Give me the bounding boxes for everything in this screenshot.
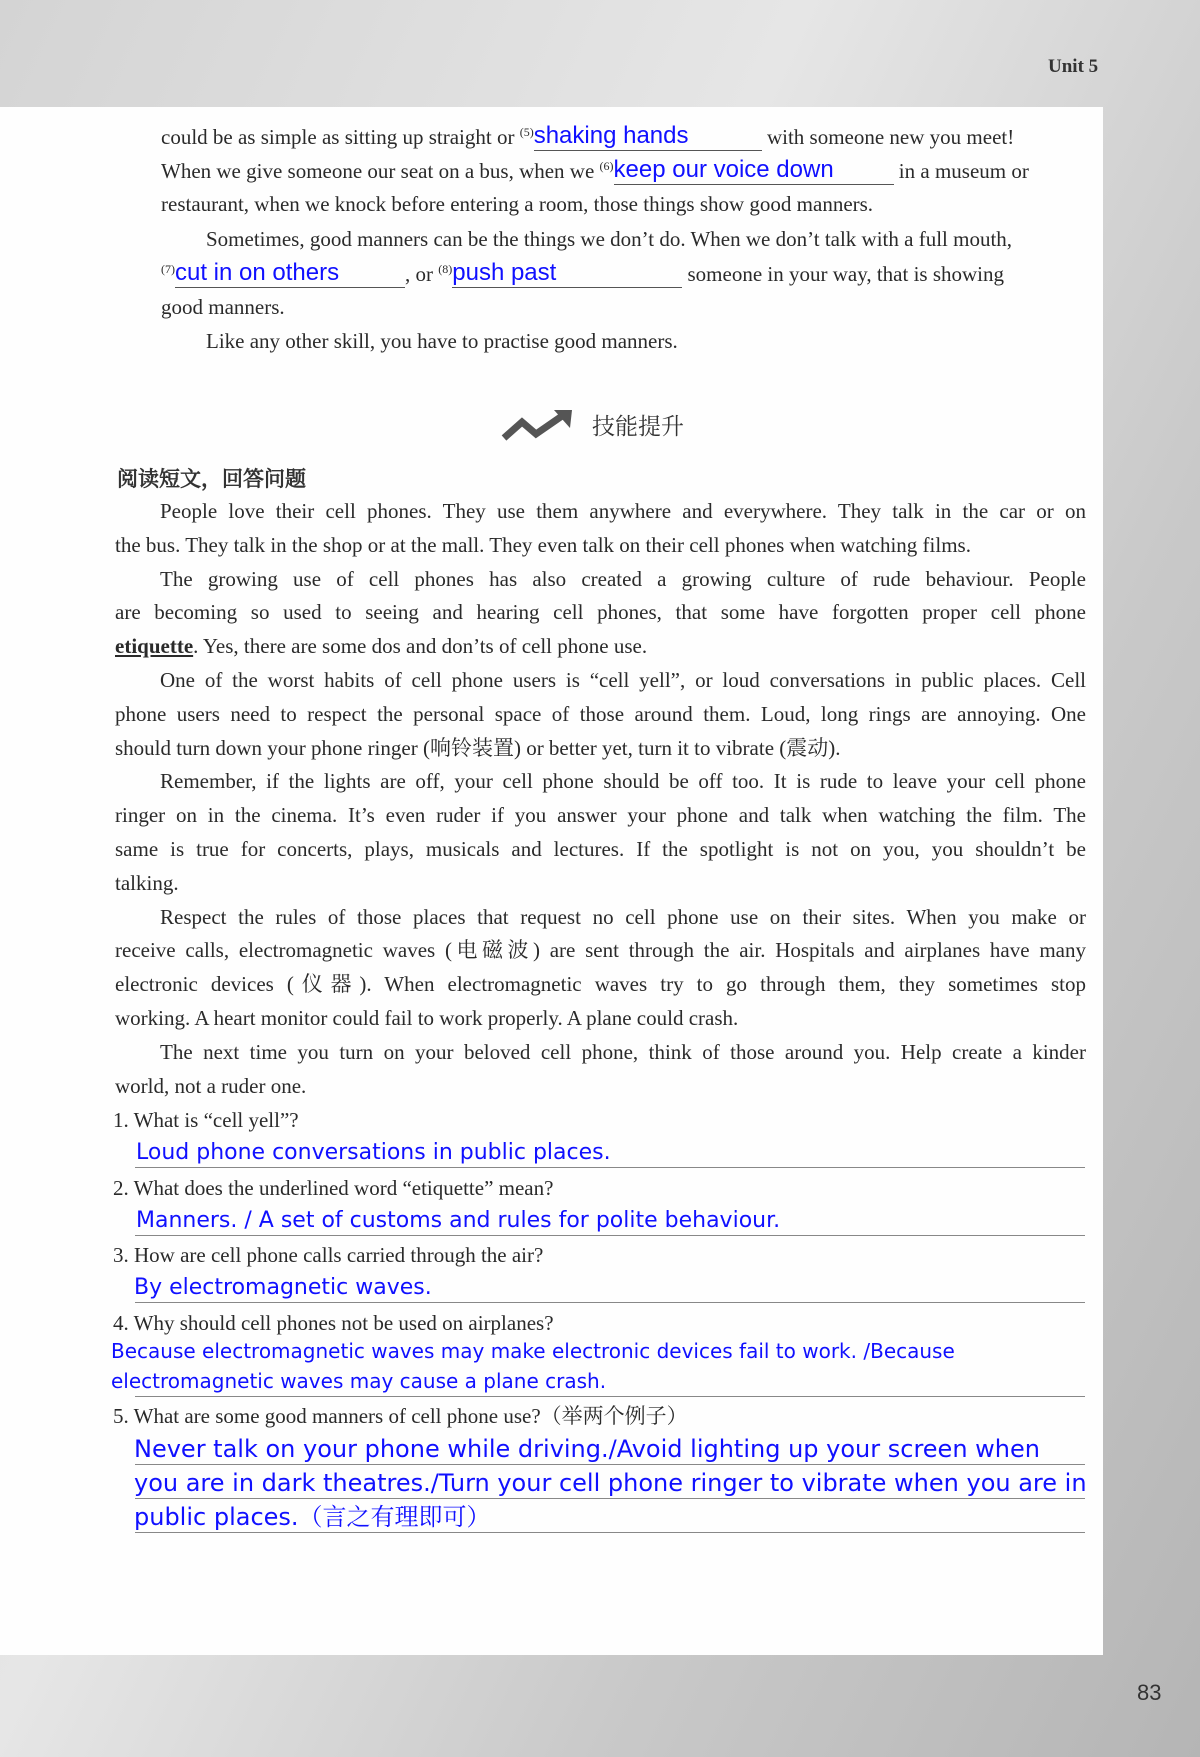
passage-line: Remember, if the lights are off, your cell phone should be off too. It is rude to leave your cell phone bbox=[160, 769, 1086, 794]
passage-line: should turn down your phone ringer (响铃装置) or better yet, turn it to vibrate (震动). bbox=[115, 735, 841, 760]
blank-number: (5) bbox=[519, 125, 534, 139]
answer-text[interactable]: public places.（言之有理即可） bbox=[134, 1503, 491, 1531]
answer-text[interactable]: Never talk on your phone while driving./Avoid lighting up your screen when bbox=[134, 1435, 1040, 1463]
underlined-word: etiquette bbox=[115, 634, 194, 659]
text: , or bbox=[405, 262, 433, 286]
text: someone in your way, that is showing bbox=[687, 262, 1005, 286]
passage-line: One of the worst habits of cell phone users is “cell yell”, or loud conversations in public places. Cell bbox=[160, 668, 1086, 692]
passage-line: phone users need to respect the personal space of those around them. Loud, long rings are annoying. One bbox=[115, 701, 1086, 726]
passage-line: People love their cell phones. They use them anywhere and everywhere. They talk in the car or on bbox=[160, 499, 1086, 523]
answer-line bbox=[135, 1396, 1085, 1397]
passage-line: The growing use of cell phones has also created a growing culture of rude behaviour. People bbox=[160, 566, 1086, 591]
text-line bbox=[161, 259, 1004, 288]
text: . Yes, there are some dos and don’ts of cell phone use. bbox=[193, 634, 648, 659]
unit-label: Unit 5 bbox=[1048, 56, 1099, 77]
passage-line: world, not a ruder one. bbox=[115, 1073, 307, 1098]
passage-line: the bus. They talk in the shop or at the mall. They even talk on their cell phones when watching films. bbox=[115, 532, 971, 557]
answer-text[interactable]: Loud phone conversations in public places. bbox=[136, 1140, 611, 1165]
answer-text[interactable]: Manners. / A set of customs and rules for polite behaviour. bbox=[136, 1208, 781, 1233]
passage-line: Respect the rules of those places that request no cell phone use on their sites. When you make or bbox=[160, 904, 1086, 929]
text: with someone new you meet! bbox=[766, 125, 1015, 149]
answer-text[interactable]: Because electromagnetic waves may make electronic devices fail to work. /Because bbox=[111, 1339, 955, 1363]
answer-line bbox=[135, 1498, 1085, 1499]
passage-line: same is true for concerts, plays, musicals and lectures. If the spotlight is not on you, you shouldn’t be bbox=[115, 837, 1086, 861]
answer-line bbox=[135, 1464, 1085, 1465]
text-line: Like any other skill, you have to practise good manners. bbox=[206, 329, 678, 353]
answer-line bbox=[135, 1167, 1085, 1168]
answer-text[interactable]: you are in dark theatres./Turn your cell phone ringer to vibrate when you are in bbox=[134, 1469, 1087, 1497]
text-line: good manners. bbox=[161, 295, 285, 319]
answer-line bbox=[135, 1235, 1085, 1236]
passage-line: ringer on in the cinema. It’s even ruder if you answer your phone and talk when watching the film. The bbox=[115, 803, 1086, 828]
passage-line: are becoming so used to seeing and hearing cell phones, that some have forgotten proper cell phone bbox=[115, 600, 1086, 625]
question: 4. Why should cell phones not be used on airplanes? bbox=[113, 1311, 554, 1335]
trend-arrow-icon bbox=[500, 408, 580, 444]
question: 3. How are cell phone calls carried through the air? bbox=[113, 1243, 544, 1267]
blank-number: (8) bbox=[438, 262, 453, 276]
blank-number: (6) bbox=[599, 159, 614, 173]
text-line bbox=[161, 156, 1029, 185]
passage-line: The next time you turn on your beloved cell phone, think of those around you. Help create a kinder bbox=[160, 1039, 1086, 1064]
blank-6[interactable]: keep our voice down bbox=[614, 156, 894, 185]
text: could be as simple as sitting up straight or bbox=[161, 125, 515, 149]
section-title: 技能提升 bbox=[592, 414, 684, 440]
question: 2. What does the underlined word “etiquette” mean? bbox=[113, 1176, 554, 1200]
passage-line: receive calls, electromagnetic waves (电磁波) are sent through the air. Hospitals and airplanes have many bbox=[115, 938, 1086, 963]
answer-text[interactable]: By electromagnetic waves. bbox=[134, 1275, 432, 1300]
question: 5. What are some good manners of cell phone use?（举两个例子） bbox=[113, 1404, 688, 1428]
text: When we give someone our seat on a bus, when we bbox=[161, 159, 595, 183]
passage-line: working. A heart monitor could fail to work properly. A plane could crash. bbox=[115, 1006, 739, 1030]
answer-line bbox=[135, 1532, 1085, 1533]
passage-line: electronic devices (仪器). When electromagnetic waves try to go through them, they sometimes stop bbox=[115, 972, 1086, 997]
text-line: restaurant, when we knock before entering a room, those things show good manners. bbox=[161, 192, 874, 216]
passage-line: talking. bbox=[115, 870, 179, 895]
page-number: 83 bbox=[1137, 1680, 1162, 1705]
blank-8[interactable]: push past bbox=[452, 259, 682, 288]
answer-text[interactable]: electromagnetic waves may cause a plane crash. bbox=[111, 1369, 607, 1393]
question: 1. What is “cell yell”? bbox=[113, 1108, 299, 1132]
text-line bbox=[161, 122, 1014, 151]
blank-7[interactable]: cut in on others bbox=[175, 259, 405, 288]
blank-number: (7) bbox=[161, 262, 175, 276]
text-line: Sometimes, good manners can be the things we don’t do. When we don’t talk with a full mouth, bbox=[206, 227, 1013, 251]
text: in a museum or bbox=[898, 159, 1029, 183]
section-subtitle: 阅读短文，回答问题 bbox=[117, 467, 306, 491]
passage-line bbox=[115, 632, 647, 660]
blank-5[interactable]: shaking hands bbox=[534, 122, 762, 151]
answer-line bbox=[135, 1302, 1085, 1303]
